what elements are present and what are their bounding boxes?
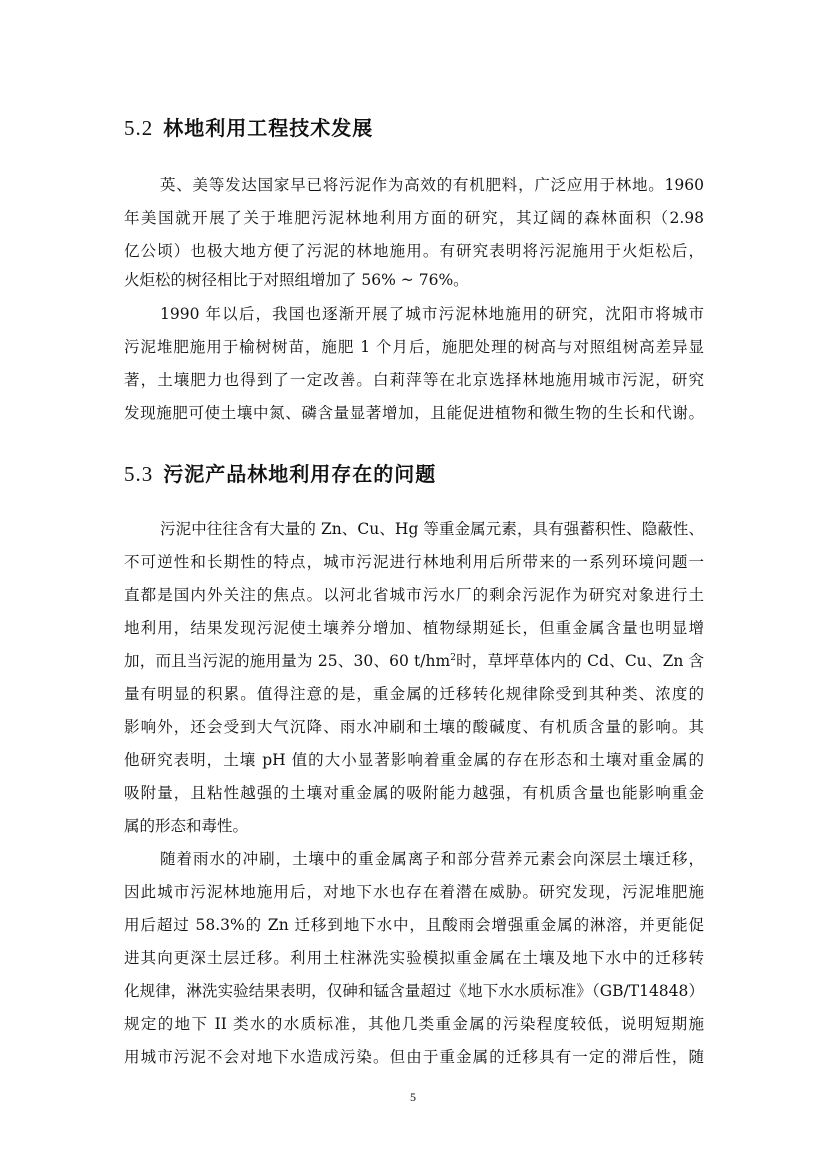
paragraph-line: 英、美等发达国家早已将污泥作为高效的有机肥料，广泛应用于林地。1960: [160, 176, 704, 194]
paragraph-line: 火炬松的树径相比于对照组增加了 56% ~ 76%。: [124, 271, 469, 289]
paragraph-line: 地利用，结果发现污泥使土壤养分增加、植物绿期延长，但重金属含量也明显增: [124, 619, 704, 637]
section-title: 污泥产品林地利用存在的问题: [163, 462, 437, 486]
line-text-tail: 时，草坪草体内的 Cd、Cu、Zn 含: [455, 652, 705, 670]
paragraph-line: 亿公顷）也极大地方便了污泥的林地施用。有研究表明将污泥施用于火炬松后，: [124, 242, 704, 260]
section-title: 林地利用工程技术发展: [163, 116, 374, 140]
paragraph-line: 他研究表明，土壤 pH 值的大小显著影响着重金属的存在形态和土壤对重金属的: [124, 751, 704, 769]
paragraph-line: 影响外，还会受到大气沉降、雨水冲刷和土壤的酸碱度、有机质含量的影响。其: [124, 718, 704, 736]
paragraph-line: 1990 年以后，我国也逐渐开展了城市污泥林地施用的研究，沈阳市将城市: [160, 305, 704, 323]
paragraph-line: 用后超过 58.3%的 Zn 迁移到地下水中，且酸雨会增强重金属的淋溶，并更能促: [124, 916, 704, 934]
paragraph-line: 污泥中往往含有大量的 Zn、Cu、Hg 等重金属元素，具有强蓄积性、隐蔽性、: [160, 520, 704, 538]
paragraph-line: 用城市污泥不会对地下水造成污染。但由于重金属的迁移具有一定的滞后性，随: [124, 1048, 704, 1066]
paragraph-line: 著，土壤肥力也得到了一定改善。白莉萍等在北京选择林地施用城市污泥，研究: [124, 371, 704, 389]
page-number: 5: [410, 1090, 416, 1104]
paragraph-line: 污泥堆肥施用于榆树树苗，施肥 1 个月后，施肥处理的树高与对照组树高差异显: [124, 338, 704, 356]
paragraph-line: 属的形态和毒性。: [124, 817, 249, 835]
superscript: 2: [450, 652, 456, 663]
paragraph-line: 进其向更深土层迁移。利用土柱淋洗实验模拟重金属在土壤及地下水中的迁移转: [124, 949, 704, 967]
paragraph-line: 随着雨水的冲刷，土壤中的重金属离子和部分营养元素会向深层土壤迁移，: [160, 850, 704, 868]
line-text: 加，而且当污泥的施用量为 25、30、60 t/hm: [124, 652, 451, 670]
paragraph-line: 发现施肥可使土壤中氮、磷含量显著增加，且能促进植物和微生物的生长和代谢。: [124, 404, 704, 422]
paragraph-line: 不可逆性和长期性的特点，城市污泥进行林地利用后所带来的一系列环境问题一: [124, 553, 704, 571]
paragraph-line: 化规律，淋洗实验结果表明，仅砷和锰含量超过《地下水水质标准》（GB/T14848）: [124, 982, 704, 1000]
paragraph-line-with-superscript: [124, 651, 704, 671]
section-number: 5.3: [124, 462, 154, 486]
section-heading-5-3: [124, 458, 436, 487]
paragraph-line: 年美国就开展了关于堆肥污泥林地利用方面的研究，其辽阔的森林面积（2.98: [124, 209, 704, 227]
paragraph-line: 规定的地下 II 类水的水质标准，其他几类重金属的污染程度较低，说明短期施: [124, 1015, 704, 1033]
paragraph-line: 因此城市污泥林地施用后，对地下水也存在着潜在威胁。研究发现，污泥堆肥施: [124, 883, 704, 901]
paragraph-line: 量有明显的积累。值得注意的是，重金属的迁移转化规律除受到其种类、浓度的: [124, 685, 704, 703]
section-number: 5.2: [124, 116, 154, 140]
paragraph-line: 直都是国内外关注的焦点。以河北省城市污水厂的剩余污泥作为研究对象进行土: [124, 586, 704, 604]
section-heading-5-2: [124, 112, 373, 141]
paragraph-line: 吸附量，且粘性越强的土壤对重金属的吸附能力越强，有机质含量也能影响重金: [124, 784, 704, 802]
